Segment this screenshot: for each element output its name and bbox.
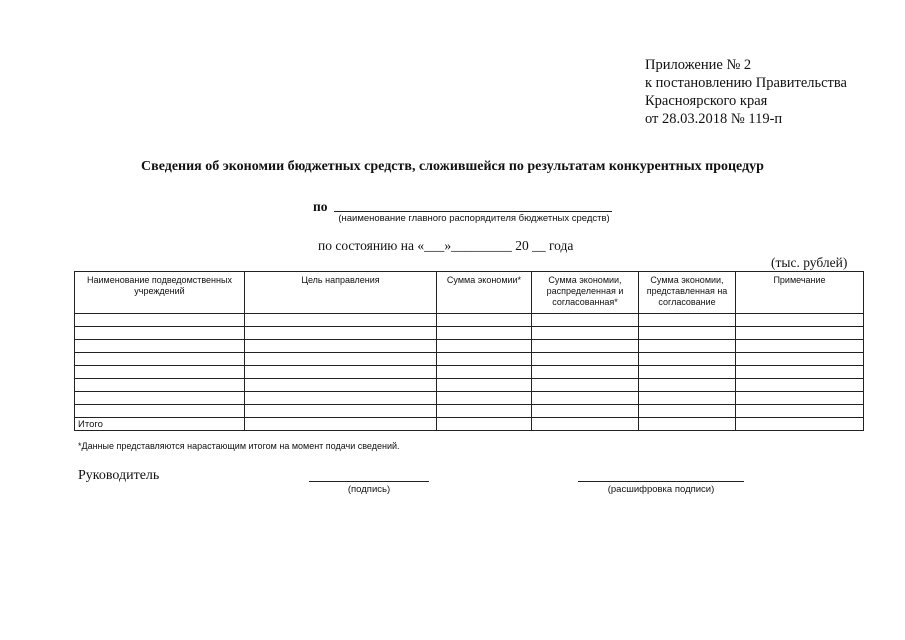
head-label: Руководитель — [78, 468, 160, 483]
table-row — [75, 327, 864, 340]
total-cell — [245, 418, 437, 431]
table-cell — [532, 353, 639, 366]
distributor-name-caption: (наименование главного распорядителя бюджетных средств) — [338, 213, 610, 224]
decoding-caption: (расшифровка подписи) — [607, 484, 715, 495]
table-cell — [639, 366, 736, 379]
appendix-line-1: Приложение № 2 — [645, 57, 752, 73]
table-cell — [437, 379, 532, 392]
table-cell — [75, 392, 245, 405]
table-cell — [736, 327, 864, 340]
table-cell — [532, 327, 639, 340]
table-cell — [532, 379, 639, 392]
total-cell — [532, 418, 639, 431]
footnote: *Данные представляются нарастающим итогом на момент подачи сведений. — [78, 441, 400, 451]
table-cell — [532, 314, 639, 327]
table-cell — [245, 366, 437, 379]
table-cell — [639, 379, 736, 392]
table-row — [75, 340, 864, 353]
table-row — [75, 366, 864, 379]
table-cell — [437, 353, 532, 366]
signature-caption: (подпись) — [347, 484, 391, 495]
report-date-line: по состоянию на «___»_________ 20 __ года — [318, 238, 574, 253]
header-savings-sum: Сумма экономии* — [437, 272, 532, 314]
table-row — [75, 379, 864, 392]
table-cell — [245, 405, 437, 418]
header-submitted-sum: Сумма экономии, представленная на согласование — [639, 272, 736, 314]
table-cell — [245, 353, 437, 366]
total-cell — [736, 418, 864, 431]
table-cell — [532, 366, 639, 379]
table-cell — [245, 392, 437, 405]
table-cell — [736, 405, 864, 418]
header-note: Примечание — [736, 272, 864, 314]
table-cell — [532, 392, 639, 405]
total-cell — [437, 418, 532, 431]
table-cell — [75, 405, 245, 418]
header-distributed-sum: Сумма экономии, распределенная и согласованная* — [532, 272, 639, 314]
table-cell — [75, 366, 245, 379]
table-cell — [75, 327, 245, 340]
table-cell — [736, 392, 864, 405]
table-cell — [75, 314, 245, 327]
total-row — [75, 418, 864, 431]
units-label: (тыс. рублей) — [771, 255, 848, 270]
po-label: по — [313, 199, 328, 214]
table-cell — [245, 314, 437, 327]
appendix-line-3: Красноярского края — [645, 93, 768, 109]
table-header-row — [75, 272, 864, 314]
table-row — [75, 392, 864, 405]
table-cell — [639, 353, 736, 366]
total-cell — [639, 418, 736, 431]
table-cell — [437, 314, 532, 327]
table-cell — [639, 392, 736, 405]
table-cell — [245, 327, 437, 340]
table-cell — [736, 340, 864, 353]
table-cell — [532, 405, 639, 418]
table-body — [75, 314, 864, 431]
table-cell — [437, 340, 532, 353]
table-cell — [736, 314, 864, 327]
table-row — [75, 314, 864, 327]
table-cell — [437, 327, 532, 340]
table-row — [75, 405, 864, 418]
table-cell — [437, 392, 532, 405]
table-cell — [75, 340, 245, 353]
total-label: Итого — [75, 418, 245, 431]
table-cell — [245, 379, 437, 392]
table-cell — [639, 327, 736, 340]
appendix-line-4: от 28.03.2018 № 119-п — [645, 111, 783, 127]
table-cell — [639, 340, 736, 353]
document-title: Сведения об экономии бюджетных средств, сложившейся по результатам конкурентных процедур — [141, 159, 764, 174]
table-cell — [245, 340, 437, 353]
header-purpose: Цель направления — [245, 272, 437, 314]
table-cell — [639, 314, 736, 327]
signature-line — [309, 481, 429, 482]
table-row — [75, 353, 864, 366]
table-cell — [437, 366, 532, 379]
appendix-block — [645, 56, 847, 128]
savings-table — [74, 271, 864, 431]
table-cell — [532, 340, 639, 353]
table-cell — [736, 379, 864, 392]
table-cell — [437, 405, 532, 418]
table-cell — [639, 405, 736, 418]
appendix-line-2: к постановлению Правительства — [645, 75, 847, 91]
header-institution: Наименование подведомственных учреждений — [75, 272, 245, 314]
distributor-name-line — [334, 211, 612, 212]
table-cell — [736, 353, 864, 366]
table-cell — [75, 353, 245, 366]
decoding-line — [578, 481, 744, 482]
table-cell — [75, 379, 245, 392]
table-cell — [736, 366, 864, 379]
